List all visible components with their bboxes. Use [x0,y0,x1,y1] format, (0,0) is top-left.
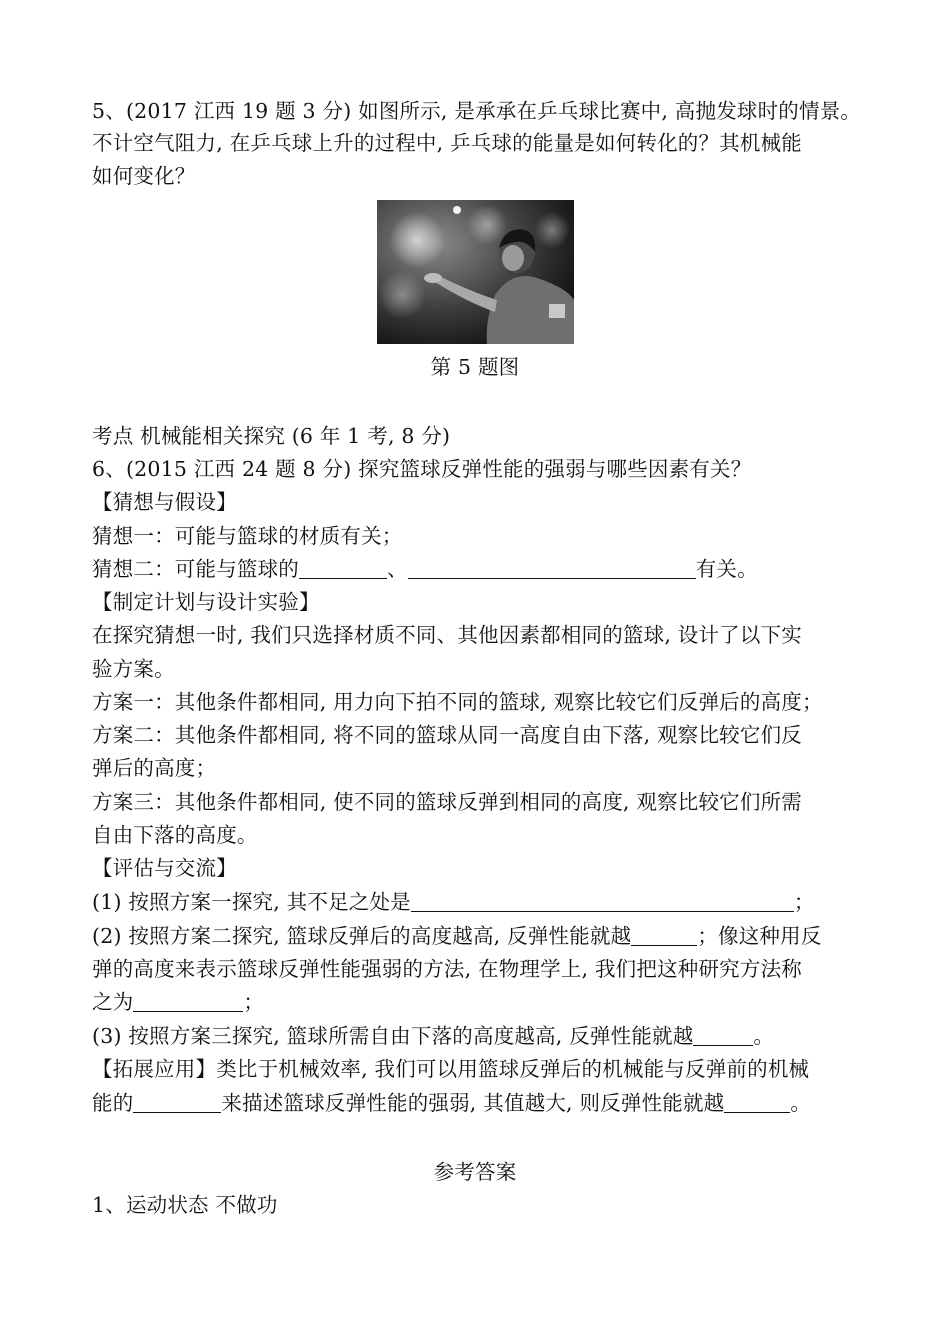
guess-2-sep: 、 [387,557,408,581]
table-tennis-photo [377,200,574,344]
ext-text-b: 能的 [92,1091,134,1115]
plan-3-line-2: 自由下落的高度。 [92,823,258,847]
plan-1: 方案一：其他条件都相同, 用力向下拍不同的篮球, 观察比较它们反弹后的高度； [92,690,823,714]
figure-caption: 第 5 题图 [430,355,520,379]
guess-1: 猜想一：可能与篮球的材质有关； [92,524,403,548]
guess-2-blank-2[interactable] [408,556,696,579]
eval-1 [92,887,815,917]
eval-1-end: ； [793,890,815,914]
eval-2-text-a: (2) 按照方案二探究, 篮球反弹后的高度越高, 反弹性能就越 [92,924,632,948]
guess-2-text-a: 猜想二：可能与篮球的 [92,557,299,581]
eval-2-line-1 [92,921,822,951]
eval-3-blank[interactable] [693,1023,753,1046]
guess-2 [92,554,758,584]
plan-2-line-2: 弹后的高度； [92,756,217,780]
answer-1: 1、运动状态 不做功 [92,1193,278,1217]
section-kaodian: 考点 机械能相关探究 (6 年 1 考, 8 分) [92,424,451,448]
eval-2-text-b: ；像这种用反 [697,924,822,948]
eval-2-line-2: 弹的高度来表示篮球反弹性能强弱的方法, 在物理学上, 我们把这种研究方法称 [92,957,802,981]
q6-title: 6、(2015 江西 24 题 8 分) 探究篮球反弹性能的强弱与哪些因素有关？ [92,457,752,481]
ext-end: 。 [790,1091,812,1115]
extension-line-2 [92,1088,811,1118]
eval-2-blank-1[interactable] [631,923,697,946]
eval-3-text: (3) 按照方案三探究, 篮球所需自由下落的高度越高, 反弹性能就越 [92,1024,694,1048]
ext-blank-1[interactable] [133,1090,221,1113]
guess-2-blank-1[interactable] [299,556,387,579]
q5-line-3: 如何变化？ [92,164,196,188]
heading-plan: 【制定计划与设计实验】 [92,590,320,614]
eval-1-blank[interactable] [411,889,794,912]
photo-illustration [377,200,574,344]
ext-text-c: 来描述篮球反弹性能的强弱, 其值越大, 则反弹性能就越 [221,1091,725,1115]
eval-1-text: (1) 按照方案一探究, 其不足之处是 [92,890,411,914]
eval-2-line-3-text: 之为 [92,990,134,1014]
q5-line-1: 5、(2017 江西 19 题 3 分) 如图所示, 是承承在乒乓球比赛中, 高抛发球时的情景。 [92,99,862,123]
eval-3 [92,1021,774,1051]
ext-blank-2[interactable] [724,1090,790,1113]
plan-3-line-1: 方案三：其他条件都相同, 使不同的篮球反弹到相同的高度, 观察比较它们所需 [92,790,802,814]
heading-guess: 【猜想与假设】 [92,490,237,514]
plan-intro-2: 验方案。 [92,657,175,681]
q5-line-2: 不计空气阻力, 在乒乓球上升的过程中, 乒乓球的能量是如何转化的？其机械能 [92,131,802,155]
plan-2-line-1: 方案二：其他条件都相同, 将不同的篮球从同一高度自由下落, 观察比较它们反 [92,723,802,747]
plan-intro-1: 在探究猜想一时, 我们只选择材质不同、其他因素都相同的篮球, 设计了以下实 [92,623,802,647]
heading-eval: 【评估与交流】 [92,856,237,880]
eval-2-line-3-end: ； [243,990,265,1014]
extension-line-1: 【拓展应用】类比于机械效率, 我们可以用篮球反弹后的机械能与反弹前的机械 [92,1057,810,1081]
guess-2-text-b: 有关。 [695,557,758,581]
eval-2-line-3 [92,987,264,1017]
eval-3-end: 。 [753,1024,775,1048]
eval-2-blank-2[interactable] [133,989,243,1012]
answers-heading: 参考答案 [433,1160,517,1184]
